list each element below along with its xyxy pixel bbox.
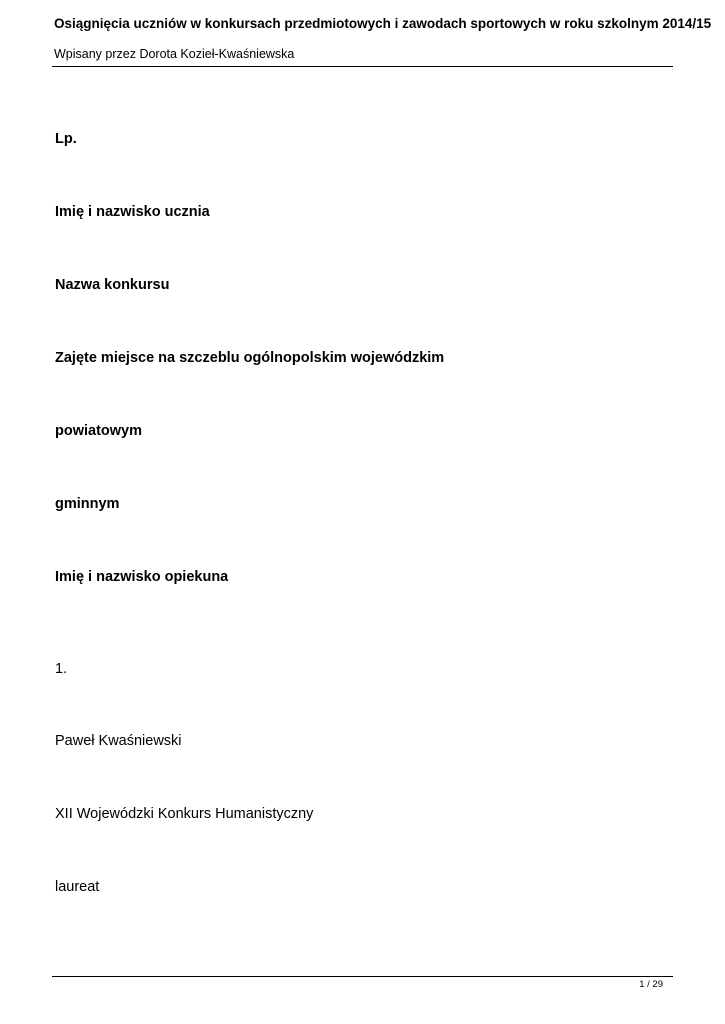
column-header-contest-name: Nazwa konkursu <box>55 277 170 293</box>
row-student-name: Paweł Kwaśniewski <box>55 733 182 749</box>
column-header-student-name: Imię i nazwisko ucznia <box>55 204 210 220</box>
row-place: laureat <box>55 879 100 895</box>
page-title: Osiągnięcia uczniów w konkursach przedmiotowych i zawodach sportowych w roku szkolnym 2014/15 <box>54 16 712 31</box>
header-divider <box>52 66 673 67</box>
column-header-supervisor-name: Imię i nazwisko opiekuna <box>55 569 229 585</box>
column-header-place-national-regional: Zajęte miejsce na szczeblu ogólnopolskim wojewódzkim <box>55 350 445 366</box>
row-lp: 1. <box>55 661 68 677</box>
column-header-lp: Lp. <box>55 131 77 147</box>
row-contest-name: XII Wojewódzki Konkurs Humanistyczny <box>55 806 314 822</box>
footer-divider <box>52 976 673 977</box>
column-header-district: powiatowym <box>55 423 143 439</box>
column-header-municipal: gminnym <box>55 496 120 512</box>
page-number: 1 / 29 <box>639 979 663 990</box>
author-line: Wpisany przez Dorota Kozieł-Kwaśniewska <box>54 47 295 61</box>
